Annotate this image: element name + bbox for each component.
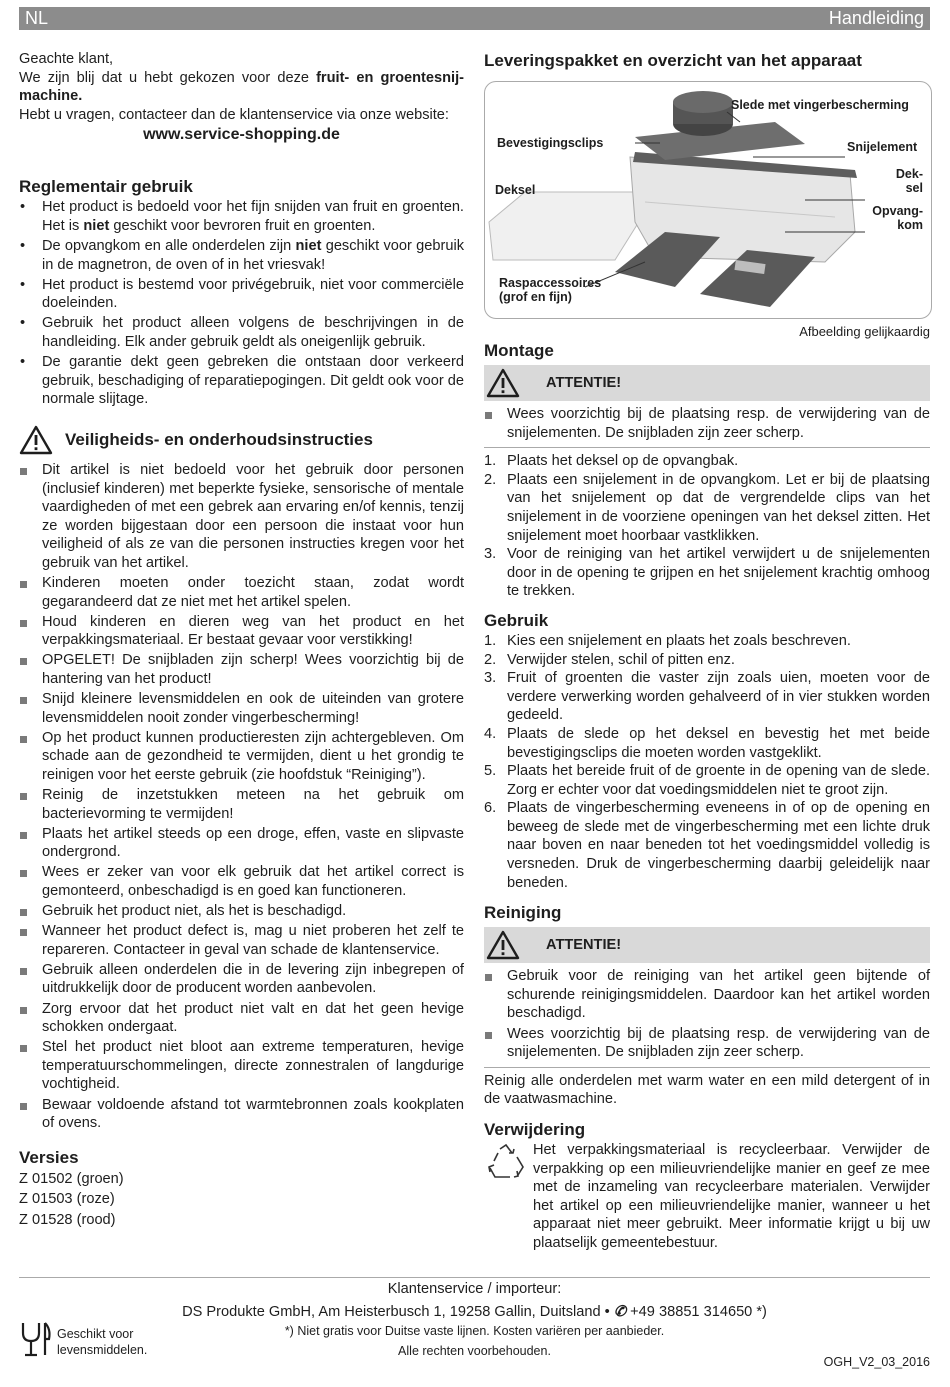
warning-icon — [486, 368, 520, 398]
list-item: Gebruik alleen onderdelen die in de levering zijn inbegrepen of uitdrukkelijk door de producent worden aanbevolen. — [19, 961, 464, 998]
list-item: Wanneer het product defect is, mag u niet proberen het zelf te repareren. Contacteer in geval van schade de klantenservice. — [19, 922, 464, 959]
attention-label: ATTENTIE! — [546, 936, 622, 953]
label-blade: Snijelement — [847, 140, 918, 154]
disposal-title: Verwijdering — [484, 1119, 586, 1139]
list-item: Gebruik voor de reiniging van het artikel geen bijtende of schurende reinigingsmiddelen. Daardoor kan het artikel worden beschadigd. — [484, 967, 930, 1023]
list-item: Op het product kunnen productieresten zijn achtergebleven. Om schade aan de gezondheid te vermijden, dient u het grondig te reinigen voor het eerste gebruik (zie hoofdstuk “Reiniging”). — [19, 729, 464, 785]
list-item: • Het product is bedoeld voor het fijn snijden van fruit en groenten. Het is niet geschikt voor bevroren fruit en groenten. — [19, 198, 464, 235]
versions-title: Versies — [19, 1147, 79, 1167]
attention-label: ATTENTIE! — [546, 374, 622, 391]
header-bar — [19, 7, 930, 30]
list-item: 2. Verwijder stelen, schil of pitten enz. — [484, 651, 735, 668]
list-item: 3. Fruit of groenten die vaster zijn zoals uien, moeten voor de verdere verwerking worden gehalveerd of in vier stukken worden gedeeld. — [484, 670, 930, 724]
list-item: Stel het product niet bloot aan extreme temperaturen, hevige temperatuurschommelingen, directe zonnestralen of langdurige vochtigheid. — [19, 1038, 464, 1094]
label-clips: Bevestigingsclips — [497, 136, 604, 150]
food-safe-icon — [19, 1319, 53, 1359]
label-lid-left: Deksel — [495, 183, 536, 197]
list-item: 3. Voor de reiniging van het artikel verwijdert u de snijelementen door in de opening te grijpen en het snijelement krachtig omhoog te trekken. — [484, 546, 930, 600]
list-item: 1. Kies een snijelement en plaats het zoals beschreven. — [484, 632, 851, 649]
version-item: Z 01528 (rood) — [19, 1211, 116, 1228]
product-image — [484, 81, 932, 319]
label-lid-right: Dek- sel — [895, 167, 923, 195]
list-item: 2. Plaats een snijelement in de opvangkom. Let er bij de plaatsing van het snijelement op dat de vergrendelde clips van het snijelement in de voorziene openingen van het deksel zitten. Het snijelement moet hoorbaar vastklikken. — [484, 471, 930, 544]
label-slide: Slede met vingerbescherming — [731, 98, 909, 112]
attention-box — [484, 927, 930, 963]
list-item: 1. Plaats het deksel op de opvangbak. — [484, 453, 739, 470]
list-item: 4. Plaats de slede op het deksel en bevestig het met beide bevestigingsclips die moeten worden vastgeklikt. — [484, 725, 930, 761]
safety-title: Veiligheids- en onderhoudsinstructies — [65, 429, 373, 449]
usage-title: Reglementair gebruik — [19, 177, 193, 197]
intro-line1: We zijn blij dat u hebt gekozen voor deze fruit- en groentesnij-machine. — [19, 69, 464, 105]
version-item: Z 01502 (groen) — [19, 1170, 124, 1187]
list-item: • De opvangkom en alle onderdelen zijn niet geschikt voor gebruik in de magnetron, de oven of in het vriesvak! — [19, 237, 464, 274]
disposal-block — [484, 1141, 930, 1253]
list-item: Bewaar voldoende afstand tot warmtebronnen zoals kookplaten of ovens. — [19, 1096, 464, 1133]
greeting: Geachte klant, — [19, 51, 114, 67]
right-column — [484, 50, 930, 1252]
montage-warning-list — [484, 405, 930, 442]
list-item: • Het product is bestemd voor privégebruik, niet voor commerciële doeleinden. — [19, 276, 464, 313]
divider — [484, 447, 930, 448]
language-code: NL — [25, 8, 49, 28]
food-safe-label: Geschikt voor levensmiddelen. — [57, 1327, 148, 1357]
usage-list — [19, 198, 464, 409]
warning-icon — [486, 930, 520, 960]
image-caption: Afbeelding gelijkaardig — [799, 324, 930, 339]
document-code: OGH_V2_03_2016 — [823, 1355, 930, 1369]
reiniging-list — [484, 967, 930, 1061]
attention-box — [484, 365, 930, 401]
list-item: Snijd kleinere levensmiddelen en ook de uiteinden van grotere levensmiddelen nooit zonder vingerbescherming! — [19, 690, 464, 727]
footer-address: DS Produkte GmbH, Am Heisterbusch 1, 19258 Gallin, Duitsland • ✆ +49 38851 314650 *) — [182, 1304, 767, 1320]
list-item: Wees voorzichtig bij de plaatsing resp. de verwijdering van de snijelementen. De snijbladen zijn zeer scherp. — [484, 1025, 930, 1062]
gebruik-steps — [484, 632, 930, 892]
list-item: Gebruik het product niet, als het is beschadigd. — [19, 902, 464, 921]
safety-heading — [19, 425, 464, 455]
list-item: Zorg ervoor dat het product niet valt en dat het geen hevige schokken ondergaat. — [19, 1000, 464, 1037]
montage-title: Montage — [484, 341, 554, 360]
reiniging-text: Reinig alle onderdelen met warm water en een mild detergent of in de vaatwasmachine. — [484, 1072, 930, 1108]
list-item: 6. Plaats de vingerbescherming eveneens in of op de opening en beweeg de slede met de vingerbescherming met een lichte druk naar boven en naar beneden tot het voedingsmiddel volledig is versneden. Druk de vingerbescherming daarbij geleidelijk naar beneden. — [484, 800, 930, 891]
safety-list — [19, 461, 464, 1133]
gebruik-title: Gebruik — [484, 610, 549, 630]
phone-icon: ✆ — [613, 1304, 627, 1320]
intro-line2: Hebt u vragen, contacteer dan de klantenservice via onze website: — [19, 106, 449, 123]
reiniging-title: Reiniging — [484, 903, 562, 923]
footer-rights: Alle rechten voorbehouden. — [398, 1344, 551, 1358]
left-column — [19, 50, 464, 1230]
list-item: Dit artikel is niet bedoeld voor het gebruik door personen (inclusief kinderen) met beperkte fysieke, sensorische of mentale vaardigheden of met een gebrek aan ervaring en/of kennis, tenzij ze worden bijgestaan door een persoon die instaat voor hun veiligheid of als ze van die personen instructies kregen voor het gebruik van het artikel. — [19, 461, 464, 573]
document-title: Handleiding — [828, 8, 924, 28]
footer-note: *) Niet gratis voor Duitse vaste lijnen. Kosten variëren per aanbieder. — [284, 1324, 665, 1338]
list-item: Plaats het artikel steeds op een droge, effen, vaste en slipvaste ondergrond. — [19, 825, 464, 862]
list-item: 5. Plaats het bereide fruit of de groente in de opening van de slede. Zorg er echter voor dat voedingsmiddelen niet te groot zijn. — [484, 763, 930, 798]
list-item: Kinderen moeten onder toezicht staan, zodat wordt gegarandeerd dat ze niet met het artikel spelen. — [19, 574, 464, 611]
list-item: Wees voorzichtig bij de plaatsing resp. de verwijdering van de snijelementen. De snijbladen zijn zeer scherp. — [484, 405, 930, 442]
label-bowl: Opvang- kom — [872, 204, 923, 232]
footer-service: Klantenservice / importeur: — [387, 1281, 562, 1297]
list-item: Houd kinderen en dieren weg van het product en het verpakkingsmateriaal. Er bestaat gevaar voor verstikking! — [19, 613, 464, 650]
montage-steps — [484, 452, 930, 601]
footer — [19, 1277, 930, 1369]
list-item: • Gebruik het product alleen volgens de beschrijvingen in de handleiding. Elk ander gebruik geldt als oneigenlijk gebruik. — [19, 314, 464, 351]
delivery-title: Leveringspakket en overzicht van het apparaat — [484, 51, 862, 70]
warning-icon — [19, 425, 53, 455]
divider — [484, 1067, 930, 1068]
disposal-text: Het verpakkingsmateriaal is recycleerbaar. Verwijder de verpakking op een milieuvriendelijke manier en geef ze mee met de inzameling van recycleerbare materialen. Verwijder het artikel op een milieuvriendelijke manier, wanneer u het apparaat niet meer gebruikt. Meer informatie krijgt u bij uw plaatselijk gemeentebestuur. — [533, 1141, 930, 1251]
website-link[interactable]: www.service-shopping.de — [143, 126, 340, 144]
list-item: Wees er zeker van voor elk gebruik dat het artikel correct is gemonteerd, onbeschadigd is en goed kan functioneren. — [19, 863, 464, 900]
list-item: OPGELET! De snijbladen zijn scherp! Wees voorzichtig bij de hantering van het product! — [19, 651, 464, 688]
list-item: • De garantie dekt geen gebreken die ontstaan door verkeerd gebruik, beschadiging of reparatiepogingen. Dit geldt ook voor de normale slijtage. — [19, 353, 464, 409]
label-grater: Raspaccessoires (grof en fijn) — [499, 276, 602, 304]
list-item: Reinig de inzetstukken meteen na het gebruik om bacterievorming te vermijden! — [19, 786, 464, 823]
recycle-icon — [486, 1143, 526, 1181]
version-item: Z 01503 (roze) — [19, 1191, 115, 1208]
